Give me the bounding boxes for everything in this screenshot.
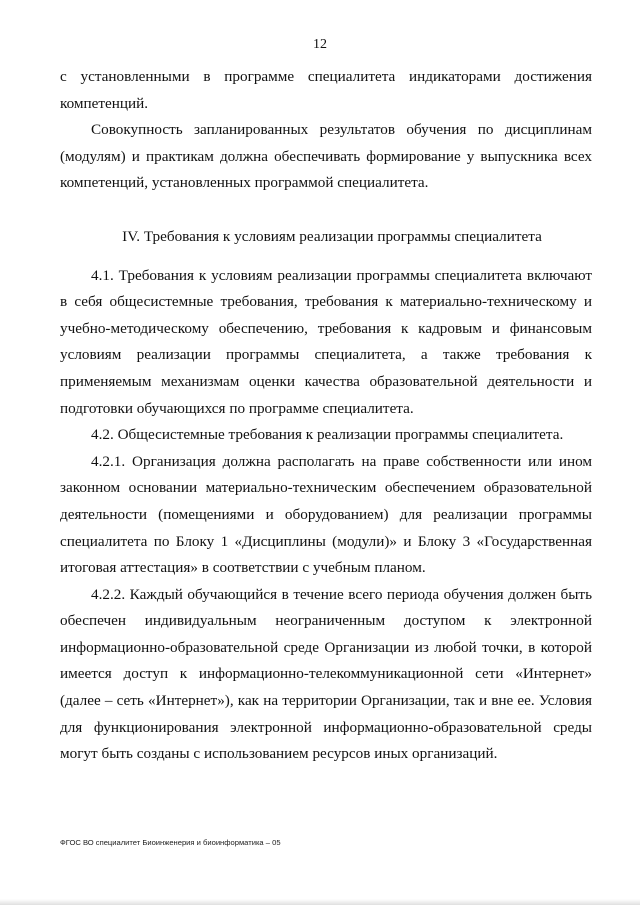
section-spacer (60, 197, 592, 224)
document-body (60, 64, 592, 768)
paragraph-learning-outcomes: Совокупность запланированных результатов обучения по дисциплинам (модулям) и практикам должна обеспечивать формирование у выпускника всех компетенций, установленных программой специалитета. (60, 121, 592, 192)
page-number: 12 (313, 37, 327, 52)
section-spacer (60, 251, 592, 263)
paragraph-4-1: 4.1. Требования к условиям реализации программы специалитета включают в себя общесистемные требования, требования к материально-техническому и учебно-методическому обеспечению, требования к кадровым и финансовым условиям реализации программы специалитета, а также требования к применяемым механизмам оценки качества образовательной деятельности и подготовки обучающихся по программе специалитета. (60, 266, 592, 417)
scan-edge-shadow (0, 899, 640, 905)
paragraph-continuation: с установленными в программе специалитета индикаторами достижения компетенций. (60, 68, 592, 112)
document-footer: ФГОС ВО специалитет Биоинженерия и биоинформатика – 05 (60, 838, 281, 847)
paragraph-4-2: 4.2. Общесистемные требования к реализации программы специалитета. (91, 426, 564, 444)
section-heading: IV. Требования к условиям реализации программы специалитета (122, 227, 542, 245)
paragraph-4-2-2: 4.2.2. Каждый обучающийся в течение всего периода обучения должен быть обеспечен индивидуальным неограниченным доступом к электронной информационно-образовательной среде Организации из любой точки, в которой имеется доступ к информационно-телекоммуникационной сети «Интернет» (далее – сеть «Интернет»), как на территории Организации, так и вне ее. Условия для функционирования электронной информационно-образовательной среды могут быть созданы с использованием ресурсов иных организаций. (60, 585, 592, 763)
paragraph-4-2-1: 4.2.1. Организация должна располагать на праве собственности или ином законном основании материально-техническим обеспечением образовательной деятельности (помещениями и оборудованием) для реализации программы специалитета по Блоку 1 «Дисциплины (модули)» и Блоку 3 «Государственная итоговая аттестация» в соответствии с учебным планом. (60, 452, 592, 577)
